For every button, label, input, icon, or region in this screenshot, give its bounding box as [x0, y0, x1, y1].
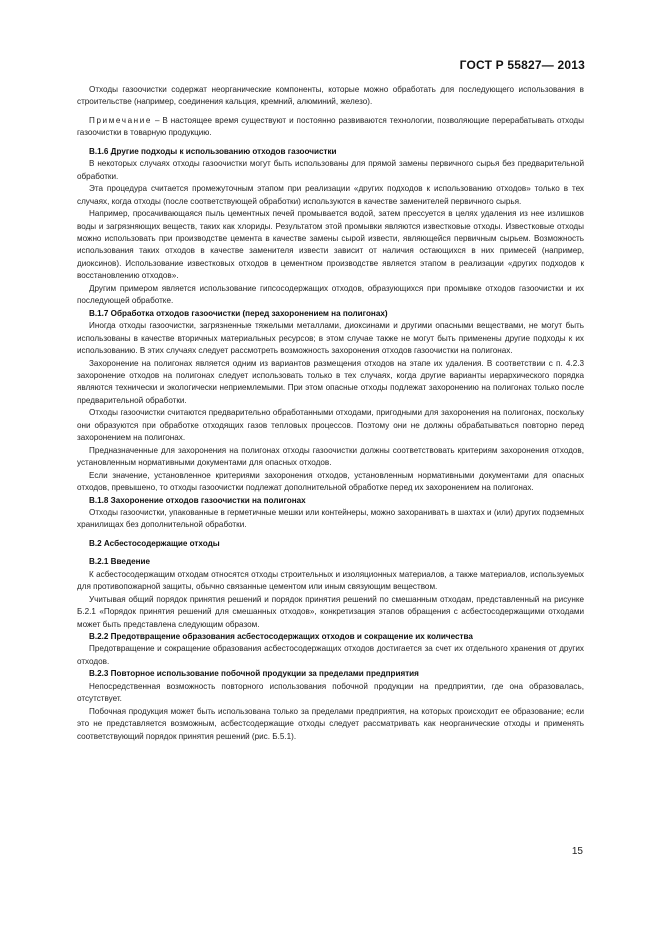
section-heading: В.2.1 Введение [89, 557, 151, 567]
section-heading: В.1.8 Захоронение отходов газоочистки на полигонах [89, 495, 306, 505]
note-label: Примечание [89, 115, 153, 125]
paragraph: Эта процедура считается промежуточным этапом при реализации «других подходов к использованию отходов» только в тех случаях, когда отходы (после соответствующей обработки) используются в качестве заменителей первичного сырья. [77, 184, 584, 206]
paragraph: Учитывая общий порядок принятия решений и порядок принятия решений по смешанным отходам, представленный на рисунке Б.2.1 «Порядок принятия решений для смешанных отходов», конкретизация этапов обращения с асбестосодержащими отходами может быть представлена следующим образом. [77, 594, 584, 629]
paragraph: Побочная продукция может быть использована только за пределами предприятия, на которых происходит ее образование; если это не представляется возможным, асбестсодержащие отходы следует рассматривать как неорганические отходы и применять соответствующий порядок принятия решений (рис. Б.5.1). [77, 706, 584, 741]
section-heading: В.2 Асбестосодержащие отходы [89, 538, 220, 548]
note-paragraph [77, 115, 584, 140]
section-heading: В.1.6 Другие подходы к использованию отходов газоочистки [89, 146, 337, 156]
paragraph: К асбестосодержащим отходам относятся отходы строительных и изоляционных материалов, а также материалов, используемых для противопожарной защиты, обычно связанные цементом или иным связующим веществом. [77, 569, 584, 592]
section-heading: В.2.2 Предотвращение образования асбестосодержащих отходов и сокращение их количества [89, 632, 473, 642]
document-body [77, 84, 584, 743]
paragraph: Захоронение на полигонах является одним из вариантов размещения отходов на этапе их удаления. В соответствии с п. 4.2.3 захоронение отходов на полигонах следует использовать только в тех случаях, когда другие варианты иерархического порядка являются технически и экологически неприемлемыми. При этом опасные отходы подлежат захоронению на полигонах только после предварительной обработки. [77, 358, 584, 405]
paragraph: Отходы газоочистки, упакованные в герметичные мешки или контейнеры, можно захоранивать в шахтах и (или) других подземных хранилищах без дополнительной обработки. [77, 507, 584, 530]
paragraph: Если значение, установленное критериями захоронения отходов, установленным нормативными документами для опасных отходов, превышено, то отходы газоочистки подлежат дополнительной обработке перед их захоронением на полигонах. [77, 470, 584, 493]
page-number: 15 [571, 846, 583, 857]
paragraph: Например, просачивающаяся пыль цементных печей промывается водой, затем прессуется в целях удаления из нее излишков воды и загрязняющих веществ, таких как хлориды. Результатом этой промывки являются известковые отходы. Известковые отходы можно использовать при производстве цемента в качестве замены сырой извести, являющейся первичным сырьем. Возможность использования таких отходов в качестве заменителя извести зависит от наличия остающихся в них примесей (например, диоксинов). Использование известковых отходов в цементном производстве является этапом в реализации «других подходов к восстановлению отходов». [77, 209, 584, 281]
paragraph: Другим примером является использование гипсосодержащих отходов, образующихся при промывке отходов газоочистки и их последующей обработке. [77, 283, 584, 306]
section-heading: В.1.7 Обработка отходов газоочистки (перед захоронением на полигонах) [89, 308, 388, 318]
document-standard-id: ГОСТ Р 55827— 2013 [459, 58, 585, 72]
section-heading: В.2.3 Повторное использование побочной продукции за пределами предприятия [89, 669, 419, 679]
paragraph: Отходы газоочистки считаются предварительно обработанными отходами, пригодными для захоронения на полигонах, поскольку они образуются при обработке отходящих газов тепловых процессов. Поэтому они не должны обрабатываться повторно перед захоронением на полигонах. [77, 408, 584, 443]
paragraph: Непосредственная возможность повторного использования побочной продукции на предприятии, где она образовалась, отсутствует. [77, 681, 584, 704]
paragraph: Предназначенные для захоронения на полигонах отходы газоочистки должны соответствовать критериям захоронения отходов, установленным нормативными документами для опасных отходов. [77, 445, 584, 468]
paragraph: В некоторых случаях отходы газоочистки могут быть использованы для прямой замены первичного сырья без предварительной обработки. [77, 159, 584, 181]
paragraph: Отходы газоочистки содержат неорганические компоненты, которые можно обработать для последующего использования в строительстве (например, соединения кальция, кремний, алюминий, железо). [77, 85, 584, 107]
paragraph: Предотвращение и сокращение образования асбестосодержащих отходов достигается за счет их отдельного хранения от других отходов. [77, 644, 584, 666]
paragraph: Иногда отходы газоочистки, загрязненные тяжелыми металлами, диоксинами и другими опасными веществами, не могут быть использованы в качестве вторичных материальных ресурсов; в этом случае также не могут быть применены другие подходы к их использованию. В этих случаях следует рассмотреть возможность захоронения отходов газоочистки на полигонах. [77, 321, 584, 356]
note-text: – В настоящее время существуют и постоянно развиваются технологии, позволяющие перерабатывать отходы газоочистки в товарную продукцию. [77, 115, 584, 138]
